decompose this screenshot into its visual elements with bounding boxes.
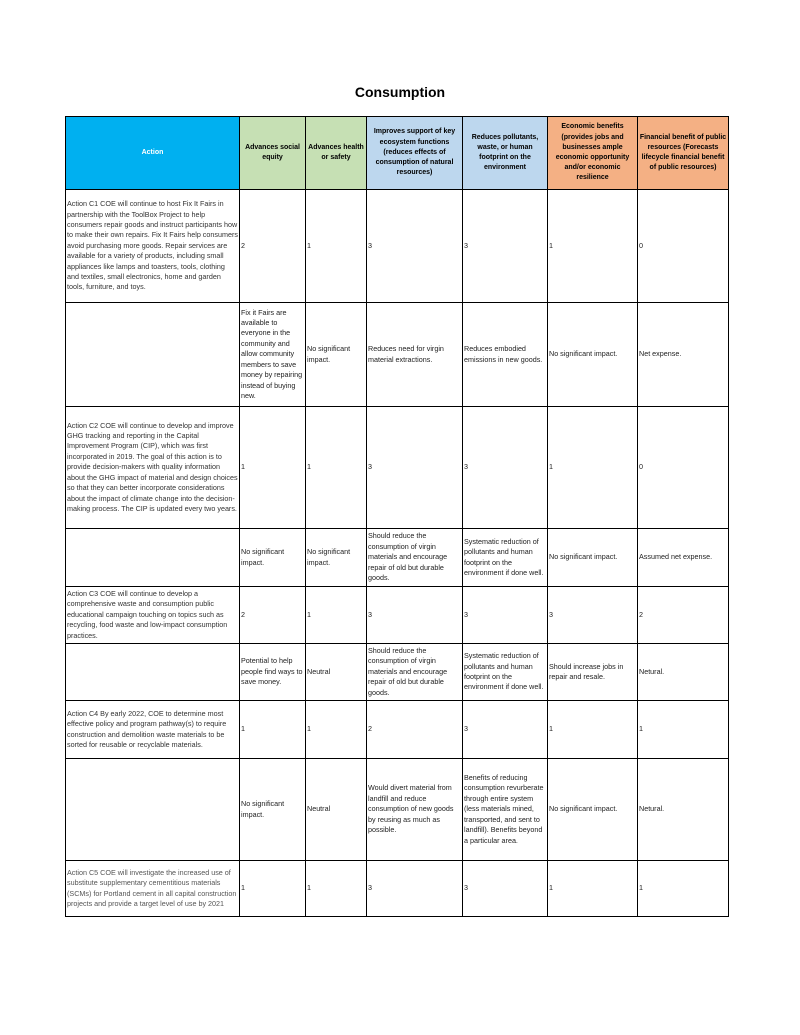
economic-cell: 3 (548, 587, 638, 644)
economic-cell: No significant impact. (548, 303, 638, 407)
action-cell (66, 303, 240, 407)
economic-cell: 1 (548, 407, 638, 529)
health-safety-cell: 1 (306, 190, 367, 303)
action-cell: Action C1 COE will continue to host Fix It Fairs in partnership with the ToolBox Project to help consumers repair goods and instruct participants how to make their own repairs. Fix It Fairs help consumers avoid purchasing more goods. Repair services are available for a variety of products, including small appliances like lamps and toasters, tools, clothing and textiles, small electronics, home and garden tools, furniture, and toys. (66, 190, 240, 303)
table-row-c2-scores (66, 407, 729, 529)
consumption-matrix-table (65, 116, 729, 917)
action-cell (66, 644, 240, 701)
ecosystem-cell: 3 (367, 587, 463, 644)
pollutants-cell: 3 (463, 701, 548, 759)
header-social-equity: Advances social equity (240, 117, 306, 190)
action-cell: Action C5 COE will investigate the increased use of substitute supplementary cementitious materials (SCMs) for Portland cement in all capital construction projects and provide a target level of use by 2021 (66, 861, 240, 917)
economic-cell: No significant impact. (548, 759, 638, 861)
table-row-c4-notes (66, 759, 729, 861)
pollutants-cell: Systematic reduction of pollutants and human footprint on the environment if done well. (463, 529, 548, 587)
financial-cell: Net expense. (638, 303, 729, 407)
action-cell (66, 759, 240, 861)
social-equity-cell: No significant impact. (240, 759, 306, 861)
financial-cell: Netural. (638, 759, 729, 861)
ecosystem-cell: 3 (367, 190, 463, 303)
health-safety-cell: Neutral (306, 644, 367, 701)
pollutants-cell: 3 (463, 407, 548, 529)
financial-cell: 1 (638, 701, 729, 759)
table-row-c1-notes (66, 303, 729, 407)
health-safety-cell: Neutral (306, 759, 367, 861)
economic-cell: 1 (548, 701, 638, 759)
ecosystem-cell: Should reduce the consumption of virgin materials and encourage repair of old but durable goods. (367, 529, 463, 587)
ecosystem-cell: 2 (367, 701, 463, 759)
pollutants-cell: Benefits of reducing consumption revurberate through entire system (less materials mined, transported, and sent to landfill). Benefits beyond a particular area. (463, 759, 548, 861)
financial-cell: Assumed net expense. (638, 529, 729, 587)
table-row-c4-scores (66, 701, 729, 759)
economic-cell: Should increase jobs in repair and resale. (548, 644, 638, 701)
table-row-c3-scores (66, 587, 729, 644)
header-financial: Financial benefit of public resources (Forecasts lifecycle financial benefit of public resources) (638, 117, 729, 190)
pollutants-cell: 3 (463, 861, 548, 917)
financial-cell: Netural. (638, 644, 729, 701)
action-cell (66, 529, 240, 587)
action-cell: Action C3 COE will continue to develop a comprehensive waste and consumption public educational campaign touching on topics such as recycling, food waste and low-impact consumption practices. (66, 587, 240, 644)
financial-cell: 1 (638, 861, 729, 917)
page-title: Consumption (354, 84, 446, 100)
header-health-safety: Advances health or safety (306, 117, 367, 190)
social-equity-cell: No significant impact. (240, 529, 306, 587)
pollutants-cell: 3 (463, 190, 548, 303)
health-safety-cell: 1 (306, 701, 367, 759)
ecosystem-cell: Would divert material from landfill and reduce consumption of new goods by reusing as much as possible. (367, 759, 463, 861)
header-pollutants: Reduces pollutants, waste, or human footprint on the environment (463, 117, 548, 190)
social-equity-cell: Fix it Fairs are available to everyone in the community and allow community members to save money by repairing instead of buying new. (240, 303, 306, 407)
social-equity-cell: 1 (240, 407, 306, 529)
social-equity-cell: 1 (240, 701, 306, 759)
health-safety-cell: No significant impact. (306, 303, 367, 407)
pollutants-cell: Reduces embodied emissions in new goods. (463, 303, 548, 407)
social-equity-cell: 1 (240, 861, 306, 917)
action-cell: Action C4 By early 2022, COE to determine most effective policy and program pathway(s) to require construction and demolition waste materials to be sorted for reusable or recyclable materials. (66, 701, 240, 759)
health-safety-cell: 1 (306, 407, 367, 529)
health-safety-cell: No significant impact. (306, 529, 367, 587)
financial-cell: 2 (638, 587, 729, 644)
social-equity-cell: Potential to help people find ways to save money. (240, 644, 306, 701)
economic-cell: No significant impact. (548, 529, 638, 587)
ecosystem-cell: Should reduce the consumption of virgin materials and encourage repair of old but durable goods. (367, 644, 463, 701)
header-ecosystem: Improves support of key ecosystem functions (reduces effects of consumption of natural resources) (367, 117, 463, 190)
table-row-c3-notes (66, 644, 729, 701)
ecosystem-cell: 3 (367, 861, 463, 917)
header-action: Action (66, 117, 240, 190)
social-equity-cell: 2 (240, 190, 306, 303)
header-row (66, 117, 729, 190)
economic-cell: 1 (548, 861, 638, 917)
pollutants-cell: 3 (463, 587, 548, 644)
pollutants-cell: Systematic reduction of pollutants and human footprint on the environment if done well. (463, 644, 548, 701)
health-safety-cell: 1 (306, 861, 367, 917)
action-cell: Action C2 COE will continue to develop and improve GHG tracking and reporting in the Capital Improvement Program (CIP), which was first incorporated in 2019. The goal of this action is to provide decision-makers with quality information about the GHG impact of material and design choices so that they can better incorporate considerations about the impact of climate change into the decision-making process. The CIP is updated every two years. (66, 407, 240, 529)
header-economic: Economic benefits (provides jobs and businesses ample economic opportunity and/or economic resilience (548, 117, 638, 190)
table-row-c1-scores (66, 190, 729, 303)
social-equity-cell: 2 (240, 587, 306, 644)
financial-cell: 0 (638, 190, 729, 303)
ecosystem-cell: 3 (367, 407, 463, 529)
table-row-c2-notes (66, 529, 729, 587)
ecosystem-cell: Reduces need for virgin material extractions. (367, 303, 463, 407)
table-row-c5-scores (66, 861, 729, 917)
health-safety-cell: 1 (306, 587, 367, 644)
financial-cell: 0 (638, 407, 729, 529)
economic-cell: 1 (548, 190, 638, 303)
